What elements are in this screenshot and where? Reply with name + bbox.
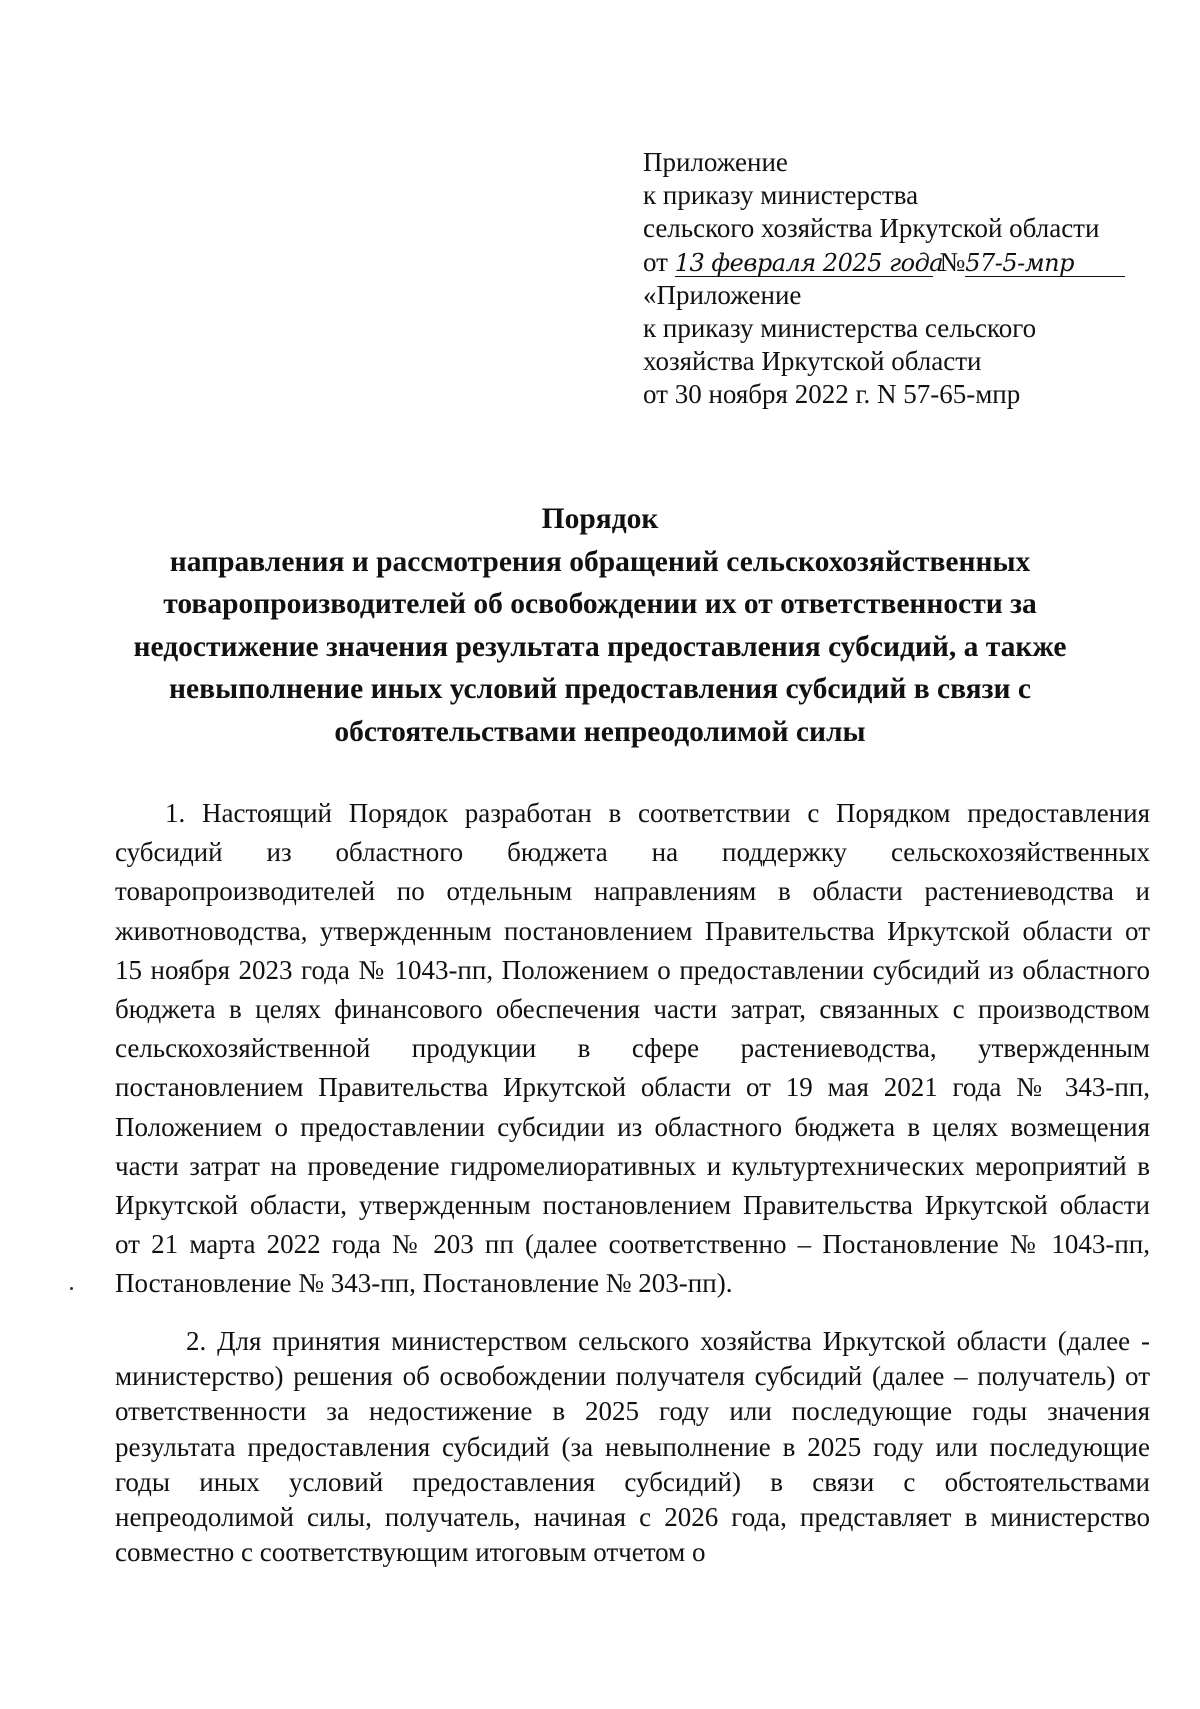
quoted-appendix-line-3: хозяйства Иркутской области	[643, 346, 982, 377]
document-title	[100, 498, 1100, 754]
number-prefix: №	[939, 246, 966, 277]
appendix-header	[643, 146, 1163, 412]
title-line-6: обстоятельствами непреодолимой силы	[334, 715, 866, 748]
quoted-appendix-line-1: «Приложение	[643, 279, 802, 310]
title-line-3: товаропроизводителей об освобождении их от ответственности за	[163, 588, 1037, 621]
title-line-1: Порядок	[541, 503, 659, 535]
handwritten-number: 57-5-мпр	[965, 250, 1125, 277]
appendix-date-line	[643, 246, 1163, 279]
paragraph-1: 1. Настоящий Порядок разработан в соответствии с Порядком предоставления субсидий из областного бюджета на поддержку сельскохозяйственных товаропроизводителей по отдельным направлениям в области растениеводства и животноводства, утвержденным постановлением Правительства Иркутской области от 15 ноября 2023 года № 1043-пп, Положением о предоставлении субсидий из областного бюджета в целях финансового обеспечения части затрат, связанных с производством сельскохозяйственной продукции в сфере растениеводства, утвержденным постановлением Правительства Иркутской области от 19 мая 2021 года № 343-пп, Положением о предоставлении субсидии из областного бюджета в целях возмещения части затрат на проведение гидромелиоративных и культуртехнических мероприятий в Иркутской области, утвержденным постановлением Правительства Иркутской области от 21 марта 2022 года № 203 пп (далее соответственно – Постановление № 1043-пп, Постановление № 343-пп, Постановление № 203-пп).	[115, 798, 1150, 1299]
quoted-appendix-line-2: к приказу министерства сельского	[643, 313, 1037, 344]
appendix-line-2: к приказу министерства	[643, 180, 919, 211]
appendix-line-1: Приложение	[643, 147, 788, 177]
quoted-appendix-line-4: от 30 ноября 2022 г. N 57-65-мпр	[643, 379, 1021, 410]
title-line-4: недостижение значения результата предоставления субсидий, а также	[133, 630, 1067, 663]
title-line-2: направления и рассмотрения обращений сельскохозяйственных	[169, 545, 1031, 578]
appendix-line-3: сельского хозяйства Иркутской области	[643, 213, 1100, 244]
margin-dot	[70, 1287, 73, 1290]
date-prefix: от	[643, 246, 668, 277]
title-line-5: невыполнение иных условий предоставления субсидий в связи с	[169, 673, 1031, 706]
paragraph-2: 2. Для принятия министерством сельского хозяйства Иркутской области (далее - министерство) решения об освобождении получателя субсидий (далее – получатель) от ответственности за недостижение в 2025 году или последующие годы значения результата предоставления субсидий (за невыполнение в 2025 году или последующие годы иных условий предоставления субсидий) в связи с обстоятельствами непреодолимой силы, получатель, начиная с 2026 года, представляет в министерство совместно с соответствующим итоговым отчетом о	[115, 1326, 1150, 1568]
handwritten-date: 13 февраля 2025 года	[674, 248, 944, 277]
